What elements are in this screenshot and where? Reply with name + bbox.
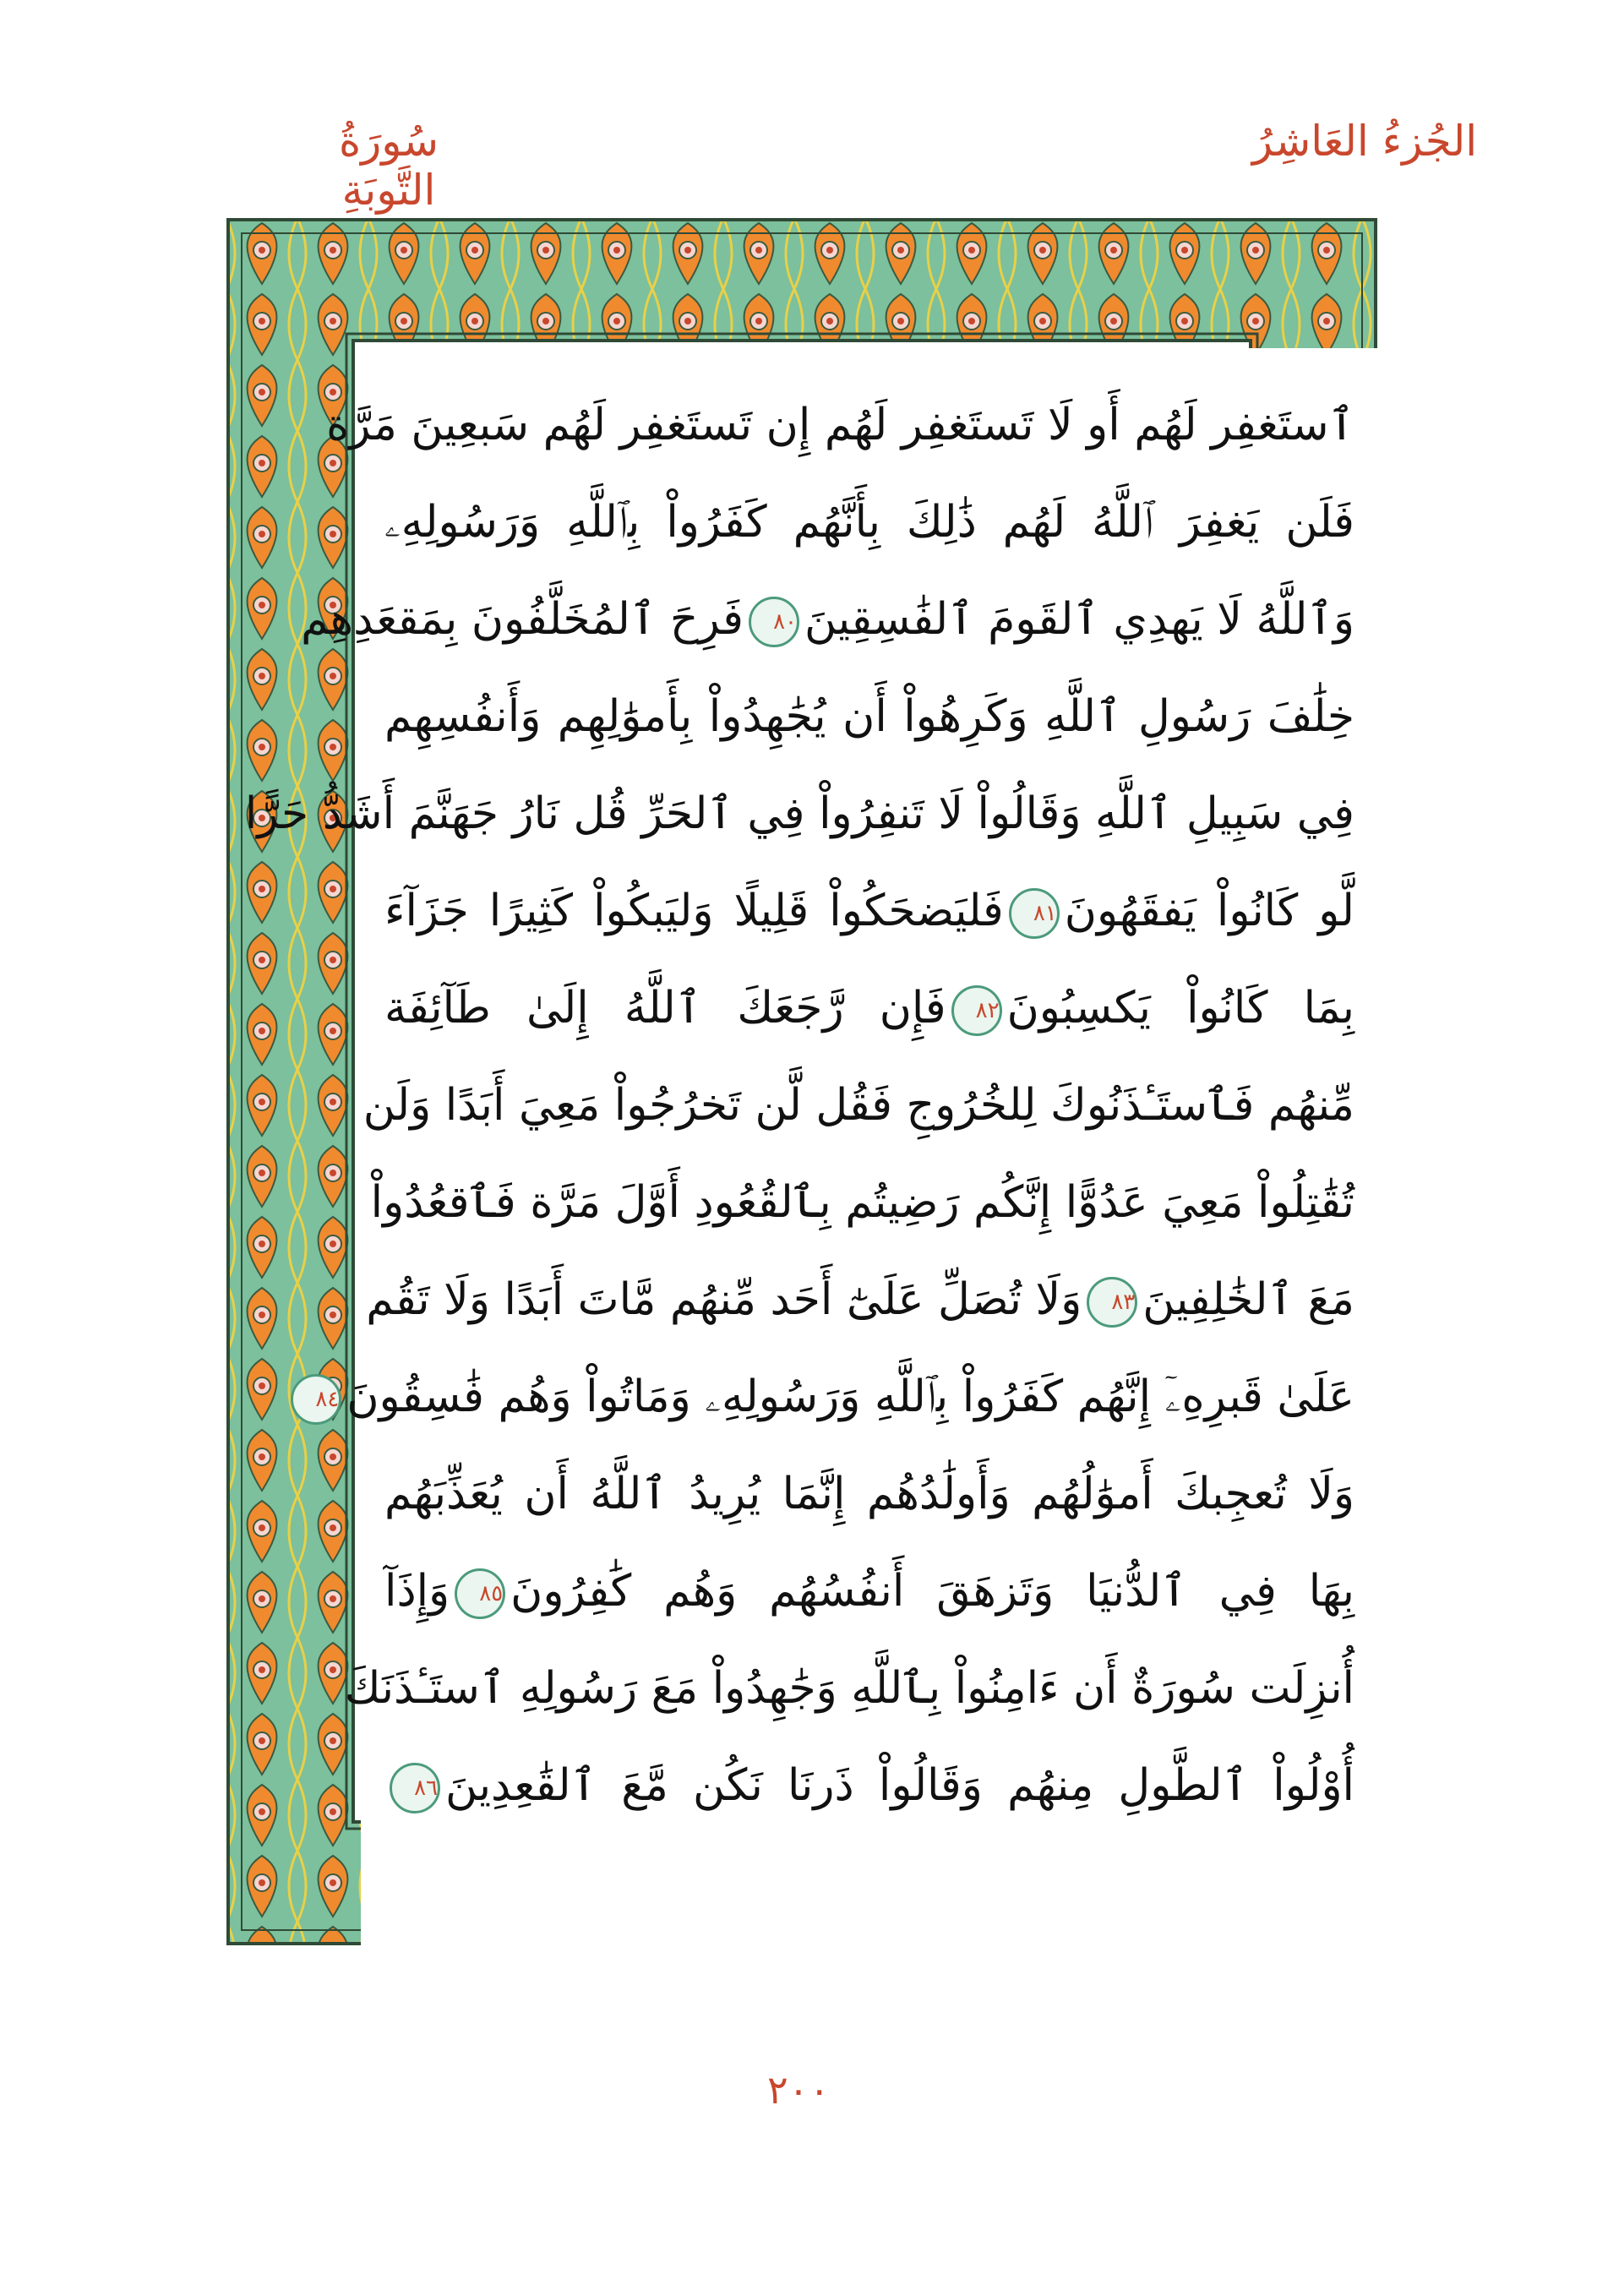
verse-text: فِي سَبِيلِ ٱللَّهِ وَقَالُواْ لَا تَنفِرُواْ فِي ٱلحَرِّ قُل نَارُ جَهَنَّمَ أَشَدُّ حَرًّا xyxy=(244,788,1354,839)
page-number: ٢٠٠ xyxy=(766,2067,831,2113)
verse-line xyxy=(384,1737,1354,1835)
verse-text: فَلَن يَغفِرَ ٱللَّهُ لَهُم ذَٰلِكَ بِأَنَّهُم كَفَرُواْ بِٱللَّهِ وَرَسُولِهِۦ xyxy=(384,497,1354,548)
verse-text: لَّو كَانُواْ يَفقَهُونَ xyxy=(1064,886,1354,936)
verse-line xyxy=(362,1057,1354,1154)
verse-line xyxy=(384,1446,1354,1543)
verse-line xyxy=(326,377,1354,474)
ayah-number-marker: ٨٤ xyxy=(291,1374,341,1425)
ayah-number-marker: ٨٦ xyxy=(390,1763,440,1813)
verse-line xyxy=(384,1543,1354,1640)
ayah-number-marker: ٨٢ xyxy=(951,985,1002,1036)
verse-lines xyxy=(244,377,1354,1835)
ayah-number-marker: ٨٥ xyxy=(455,1568,505,1619)
ayah-number-marker: ٨٣ xyxy=(1087,1277,1137,1328)
verse-text: تُقَٰتِلُواْ مَعِيَ عَدُوًّا إِنَّكُم رَضِيتُم بِٱلقُعُودِ أَوَّلَ مَرَّة فَٱقعُدُواْ xyxy=(370,1177,1354,1228)
verse-line xyxy=(315,1349,1354,1446)
verse-text: وَلَا تُصَلِّ عَلَىٰٓ أَحَد مِّنهُم مَّاتَ أَبَدًا وَلَا تَقُم xyxy=(366,1274,1082,1325)
verse-text: أُنزِلَت سُورَةٌ أَن ءَامِنُواْ بِٱللَّهِ وَجَٰهِدُواْ مَعَ رَسُولِهِ ٱستَـٔذَنَكَ xyxy=(344,1663,1354,1714)
verse-line xyxy=(244,766,1354,863)
verse-line xyxy=(384,863,1354,960)
verse-line xyxy=(366,1252,1354,1349)
verse-text: بِمَا كَانُواْ يَكسِبُونَ xyxy=(1006,983,1354,1033)
verse-text: ٱستَغفِر لَهُم أَو لَا تَستَغفِر لَهُم إِن تَستَغفِر لَهُم سَبعِينَ مَرَّة xyxy=(326,400,1354,450)
verse-line xyxy=(344,1640,1354,1737)
verse-text: وَلَا تُعجِبكَ أَموَٰلُهُم وَأَولَٰدُهُم إِنَّمَا يُرِيدُ ٱللَّهُ أَن يُعَذِّبَهُم xyxy=(384,1469,1354,1519)
ayah-number-marker: ٨١ xyxy=(1009,888,1060,939)
verse-text: فَإِن رَّجَعَكَ ٱللَّهُ إِلَىٰ طَآئِفَة xyxy=(384,983,946,1033)
verse-text-panel xyxy=(244,348,1378,1970)
verse-text: عَلَىٰ قَبرِهِۦٓ إِنَّهُم كَفَرُواْ بِٱللَّهِ وَرَسُولِهِۦ وَمَاتُواْ وَهُم فَٰسِقُونَ xyxy=(346,1372,1354,1422)
verse-text: خِلَٰفَ رَسُولِ ٱللَّهِ وَكَرِهُواْ أَن يُجَٰهِدُواْ بِأَموَٰلِهِم وَأَنفُسِهِم xyxy=(384,691,1354,742)
verse-text: وَإِذَآ xyxy=(384,1566,450,1617)
surah-title: سُورَةُ التَّوبَةِ xyxy=(338,117,439,215)
verse-text: مَعَ ٱلخَٰلِفِينَ xyxy=(1142,1274,1354,1325)
verse-text: فَرِحَ ٱلمُخَلَّفُونَ بِمَقعَدِهِم xyxy=(301,594,744,645)
verse-text: بِهَا فِي ٱلدُّنيَا وَتَزهَقَ أَنفُسُهُم وَهُم كَٰفِرُونَ xyxy=(510,1566,1354,1617)
juz-title: الجُزءُ العَاشِرُ xyxy=(1251,117,1478,166)
verse-text: فَليَضحَكُواْ قَلِيلًا وَليَبكُواْ كَثِيرًا جَزَآءَ xyxy=(384,886,1004,936)
verse-text: وَٱللَّهُ لَا يَهدِي ٱلقَومَ ٱلفَٰسِقِينَ xyxy=(804,594,1354,645)
verse-text: أُوْلُواْ ٱلطَّولِ مِنهُم وَقَالُواْ ذَرنَا نَكُن مَّعَ ٱلقَٰعِدِينَ xyxy=(445,1760,1354,1811)
ayah-number-marker: ٨٠ xyxy=(749,597,799,647)
verse-text: مِّنهُم فَٱستَـٔذَنُوكَ لِلخُرُوجِ فَقُل لَّن تَخرُجُواْ مَعِيَ أَبَدًا وَلَن xyxy=(362,1080,1354,1131)
verse-line xyxy=(370,1154,1354,1252)
verse-line xyxy=(301,571,1354,668)
verse-line xyxy=(384,474,1354,571)
verse-line xyxy=(384,668,1354,766)
verse-line xyxy=(384,960,1354,1057)
